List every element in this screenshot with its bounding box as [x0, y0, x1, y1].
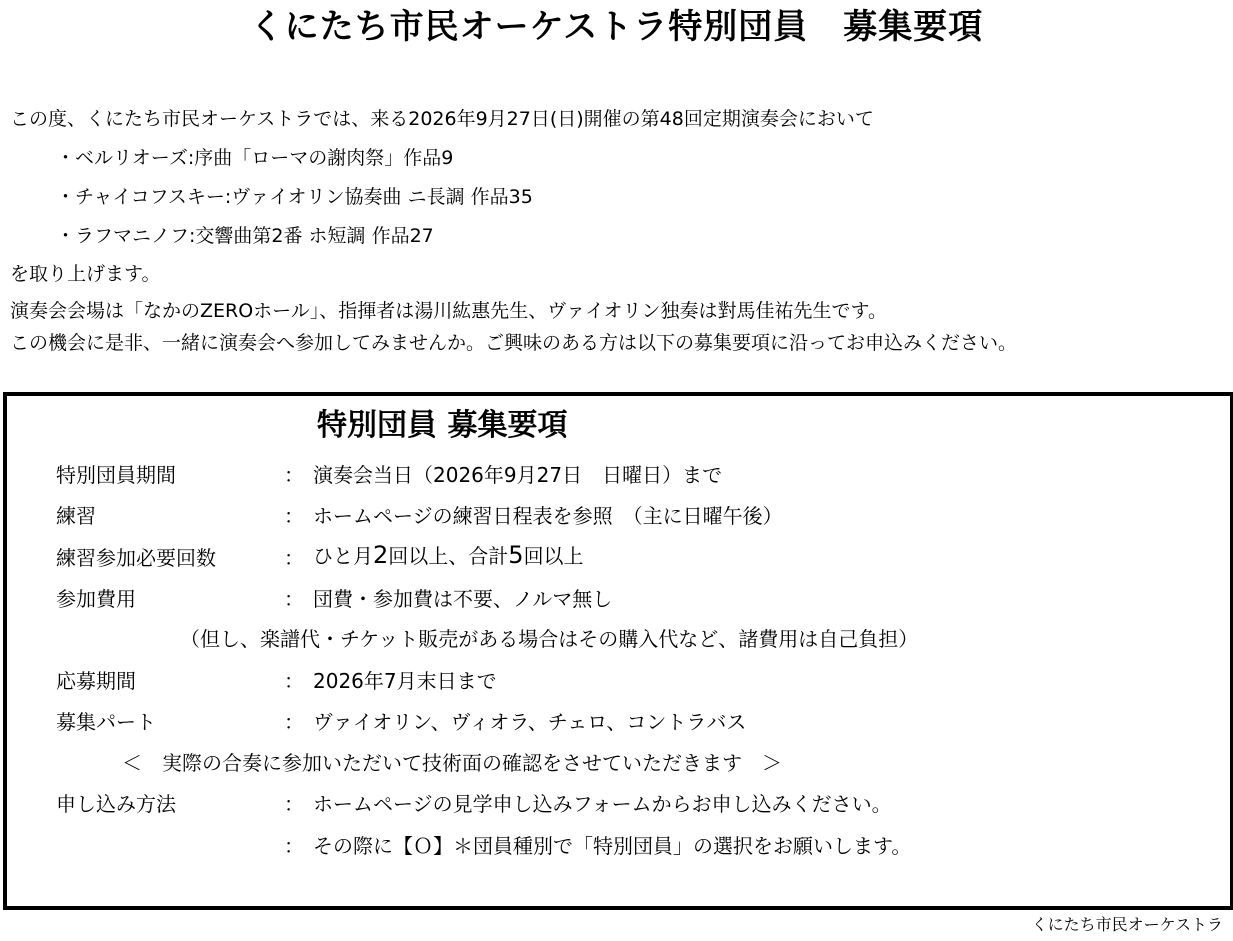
- application-period-colon: ：: [284, 669, 304, 693]
- venue-text: 演奏会会場は「なかのZEROホール」、指揮者は湯川紘惠先生、ヴァイオリン独奏は對馬佳祐先生です。: [10, 300, 888, 322]
- intro-text-2: を取り上げます。: [10, 263, 161, 285]
- required-value-num1: 2: [373, 541, 389, 569]
- required-value-post: 回以上: [523, 544, 584, 568]
- required-label: 練習参加必要回数: [56, 546, 216, 570]
- intro-text: この度、くにたち市民オーケストラでは、来る2026年9月27日(日)開催の第48回定期演奏会において: [10, 108, 874, 130]
- parts-value: ヴァイオリン、ヴィオラ、チェロ、コントラバス: [313, 710, 747, 734]
- application-period-label: 応募期間: [56, 669, 136, 693]
- method-value-1: ホームページの見学申し込みフォームからお申し込みください。: [313, 792, 892, 816]
- fee-value: 団費・参加費は不要、ノルマ無し: [313, 587, 613, 611]
- program-item-tchaikovsky: ・チャイコフスキー:ヴァイオリン協奏曲 ニ長調 作品35: [56, 186, 533, 208]
- period-label: 特別団員期間: [56, 463, 176, 487]
- required-value-num2: 5: [508, 541, 524, 569]
- period-value: 演奏会当日（2026年9月27日 日曜日）まで: [313, 463, 723, 487]
- page-title: くにたち市民オーケストラ特別団員 募集要項: [249, 7, 984, 47]
- method-colon-2: ：: [284, 834, 304, 858]
- parts-colon: ：: [284, 710, 304, 734]
- period-colon: ：: [284, 463, 304, 487]
- practice-value: ホームページの練習日程表を参照 （主に日曜午後）: [313, 504, 783, 528]
- program-item-berlioz: ・ベルリオーズ:序曲「ローマの謝肉祭」作品9: [56, 147, 454, 169]
- fee-note: （但し、楽譜代・チケット販売がある場合はその購入代など、諸費用は自己負担）: [180, 627, 919, 651]
- required-value-mid: 回以上、合計: [388, 544, 509, 568]
- fee-colon: ：: [284, 587, 304, 611]
- parts-label: 募集パート: [56, 710, 156, 734]
- fee-label: 参加費用: [56, 587, 136, 611]
- invitation-text: この機会に是非、一緒に演奏会へ参加してみませんか。ご興味のある方は以下の募集要項に沿ってお申込みください。: [10, 332, 1018, 354]
- required-value: [313, 542, 584, 569]
- method-value-2: その際に【Ｏ】＊団員種別で「特別団員」の選択をお願いします。: [313, 834, 912, 858]
- box-title: 特別団員 募集要項: [317, 408, 568, 443]
- practice-label: 練習: [56, 504, 96, 528]
- program-item-rachmaninoff: ・ラフマニノフ:交響曲第2番 ホ短調 作品27: [56, 225, 434, 247]
- practice-colon: ：: [284, 504, 304, 528]
- required-value-pre: ひと月: [313, 544, 373, 568]
- parts-note: ＜ 実際の合奏に参加いただいて技術面の確認をさせていただきます ＞: [122, 751, 782, 775]
- method-label: 申し込み方法: [56, 792, 176, 816]
- recruitment-box: [3, 392, 1233, 910]
- method-colon: ：: [284, 792, 304, 816]
- footer-organization: くにたち市民オーケストラ: [1031, 915, 1223, 934]
- application-period-value: 2026年7月末日まで: [313, 669, 497, 693]
- required-colon: ：: [284, 546, 304, 570]
